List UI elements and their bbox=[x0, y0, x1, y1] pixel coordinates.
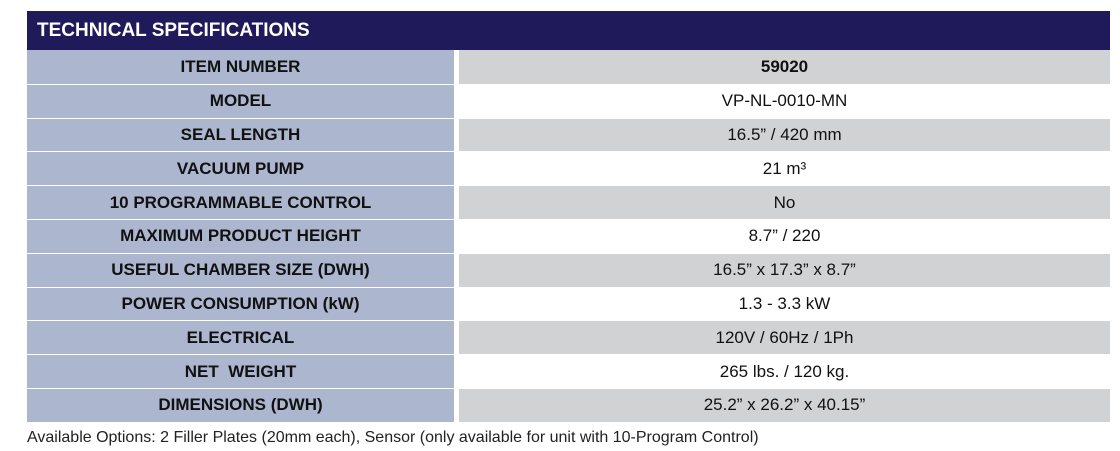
spec-value-model: VP-NL-0010-MN bbox=[459, 85, 1110, 118]
spec-label-dimensions: DIMENSIONS (DWH) bbox=[27, 389, 454, 422]
table-row bbox=[27, 118, 1110, 152]
spec-value-net-weight: 265 lbs. / 120 kg. bbox=[459, 355, 1110, 388]
table-row bbox=[27, 151, 1110, 185]
spec-label-net-weight: NET WEIGHT bbox=[27, 355, 454, 388]
spec-label-model: MODEL bbox=[27, 85, 454, 118]
spec-label-item-number: ITEM NUMBER bbox=[27, 50, 454, 84]
spec-value-chamber-size: 16.5” x 17.3” x 8.7” bbox=[459, 254, 1110, 287]
spec-value-item-number: 59020 bbox=[459, 50, 1110, 84]
table-row bbox=[27, 185, 1110, 219]
table-row bbox=[27, 388, 1110, 422]
spec-table bbox=[27, 11, 1110, 422]
spec-label-electrical: ELECTRICAL bbox=[27, 321, 454, 354]
spec-label-power-consumption: POWER CONSUMPTION (kW) bbox=[27, 288, 454, 321]
spec-value-programmable-control: No bbox=[459, 186, 1110, 219]
spec-label-programmable-control: 10 PROGRAMMABLE CONTROL bbox=[27, 186, 454, 219]
spec-value-seal-length: 16.5” / 420 mm bbox=[459, 119, 1110, 152]
table-row bbox=[27, 287, 1110, 321]
table-row bbox=[27, 354, 1110, 388]
spec-label-chamber-size: USEFUL CHAMBER SIZE (DWH) bbox=[27, 254, 454, 287]
available-options-note: Available Options: 2 Filler Plates (20mm each), Sensor (only available for unit with 10-Program Control) bbox=[27, 429, 759, 446]
table-row bbox=[27, 50, 1110, 84]
spec-label-max-product-height: MAXIMUM PRODUCT HEIGHT bbox=[27, 220, 454, 253]
table-row bbox=[27, 219, 1110, 253]
spec-value-electrical: 120V / 60Hz / 1Ph bbox=[459, 321, 1110, 354]
spec-value-max-product-height: 8.7” / 220 bbox=[459, 220, 1110, 253]
table-title: TECHNICAL SPECIFICATIONS bbox=[27, 11, 1110, 50]
spec-value-power-consumption: 1.3 - 3.3 kW bbox=[459, 288, 1110, 321]
table-row bbox=[27, 253, 1110, 287]
spec-value-vacuum-pump: 21 m³ bbox=[459, 152, 1110, 185]
spec-label-seal-length: SEAL LENGTH bbox=[27, 119, 454, 152]
table-row bbox=[27, 84, 1110, 118]
spec-value-dimensions: 25.2” x 26.2” x 40.15” bbox=[459, 389, 1110, 422]
spec-label-vacuum-pump: VACUUM PUMP bbox=[27, 152, 454, 185]
table-row bbox=[27, 320, 1110, 354]
